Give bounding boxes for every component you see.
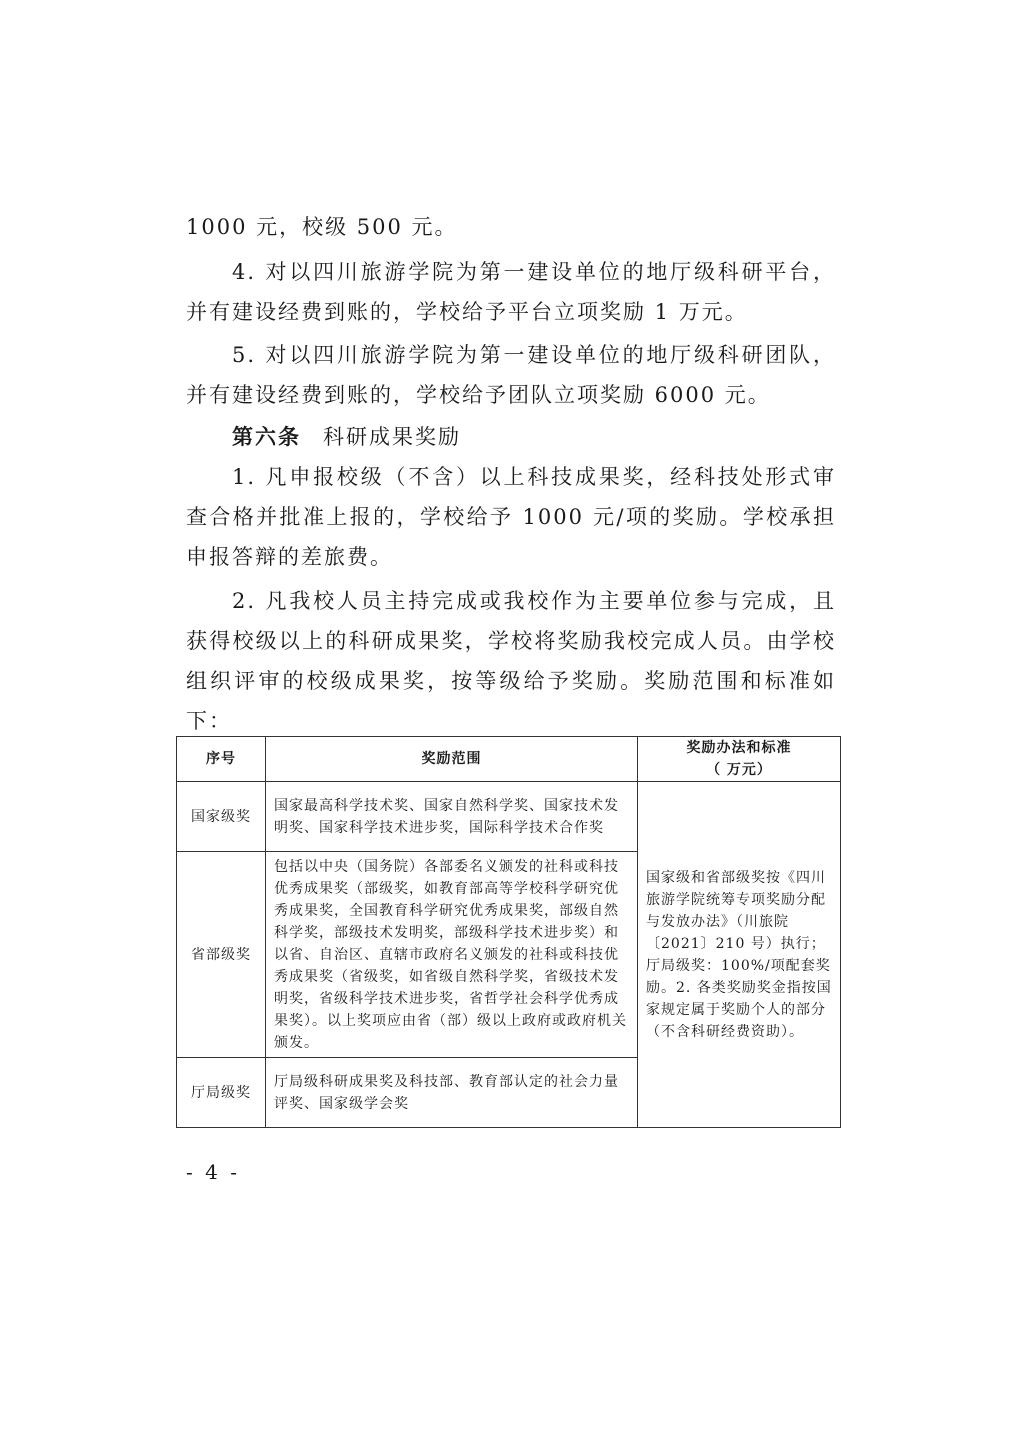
page-number: - 4 - bbox=[186, 1160, 240, 1184]
award-standard: 国家级和省部级奖按《四川旅游学院统筹专项奖励分配与发放办法》（川旅院〔2021〕210 号）执行；厅局级奖：100%/项配套奖励。2. 各类奖励奖金指按国家规定属于奖励个人的部分（不含科研经费资助）。 bbox=[638, 782, 841, 1128]
row-category: 国家级奖 bbox=[177, 782, 266, 852]
header-scope: 奖励范围 bbox=[266, 737, 638, 782]
header-no: 序号 bbox=[177, 737, 266, 782]
row-category: 省部级奖 bbox=[177, 852, 266, 1058]
section-heading bbox=[232, 417, 461, 457]
section-title: 科研成果奖励 bbox=[323, 425, 461, 449]
row-scope: 国家最高科学技术奖、国家自然科学奖、国家技术发明奖、国家科学技术进步奖，国际科学技术合作奖 bbox=[266, 782, 638, 852]
header-standard bbox=[638, 737, 841, 782]
row-category: 厅局级奖 bbox=[177, 1058, 266, 1128]
row-scope: 厅局级科研成果奖及科技部、教育部认定的社会力量评奖、国家级学会奖 bbox=[266, 1058, 638, 1128]
paragraph-rule-2: 2. 凡我校人员主持完成或我校作为主要单位参与完成，且获得校级以上的科研成果奖，学校将奖励我校完成人员。由学校组织评审的校级成果奖，按等级给予奖励。奖励范围和标准如下： bbox=[186, 589, 836, 733]
paragraph-continuation: 1000 元，校级 500 元。 bbox=[186, 215, 458, 239]
paragraph-item-4: 4. 对以四川旅游学院为第一建设单位的地厅级科研平台，并有建设经费到账的，学校给予平台立项奖励 1 万元。 bbox=[186, 260, 836, 324]
table-header-row bbox=[177, 737, 841, 782]
header-standard-line1: 奖励办法和标准 bbox=[686, 740, 792, 756]
paragraph-rule-1: 1. 凡申报校级（不含）以上科技成果奖，经科技处形式审查合格并批准上报的，学校给予 1000 元/项的奖励。学校承担申报答辩的差旅费。 bbox=[186, 465, 836, 569]
row-scope: 包括以中央（国务院）各部委名义颁发的社科或科技优秀成果奖（部级奖，如教育部高等学校科学研究优秀成果奖，全国教育科学研究优秀成果奖，部级自然科学奖，部级技术发明奖，部级科学技术进步奖）和以省、自治区、直辖市政府名义颁发的社科或科技优秀成果奖（省级奖，如省级自然科学奖，省级技术发明奖，省级科学技术进步奖，省哲学社会科学优秀成果奖）。以上奖项应由省（部）级以上政府或政府机关颁发。 bbox=[266, 852, 638, 1058]
award-table bbox=[176, 736, 841, 1128]
section-label: 第六条 bbox=[232, 424, 301, 449]
paragraph-item-5: 5. 对以四川旅游学院为第一建设单位的地厅级科研团队，并有建设经费到账的，学校给予团队立项奖励 6000 元。 bbox=[186, 343, 836, 407]
table-row bbox=[177, 782, 841, 852]
header-standard-line2: （ 万元） bbox=[706, 762, 772, 778]
